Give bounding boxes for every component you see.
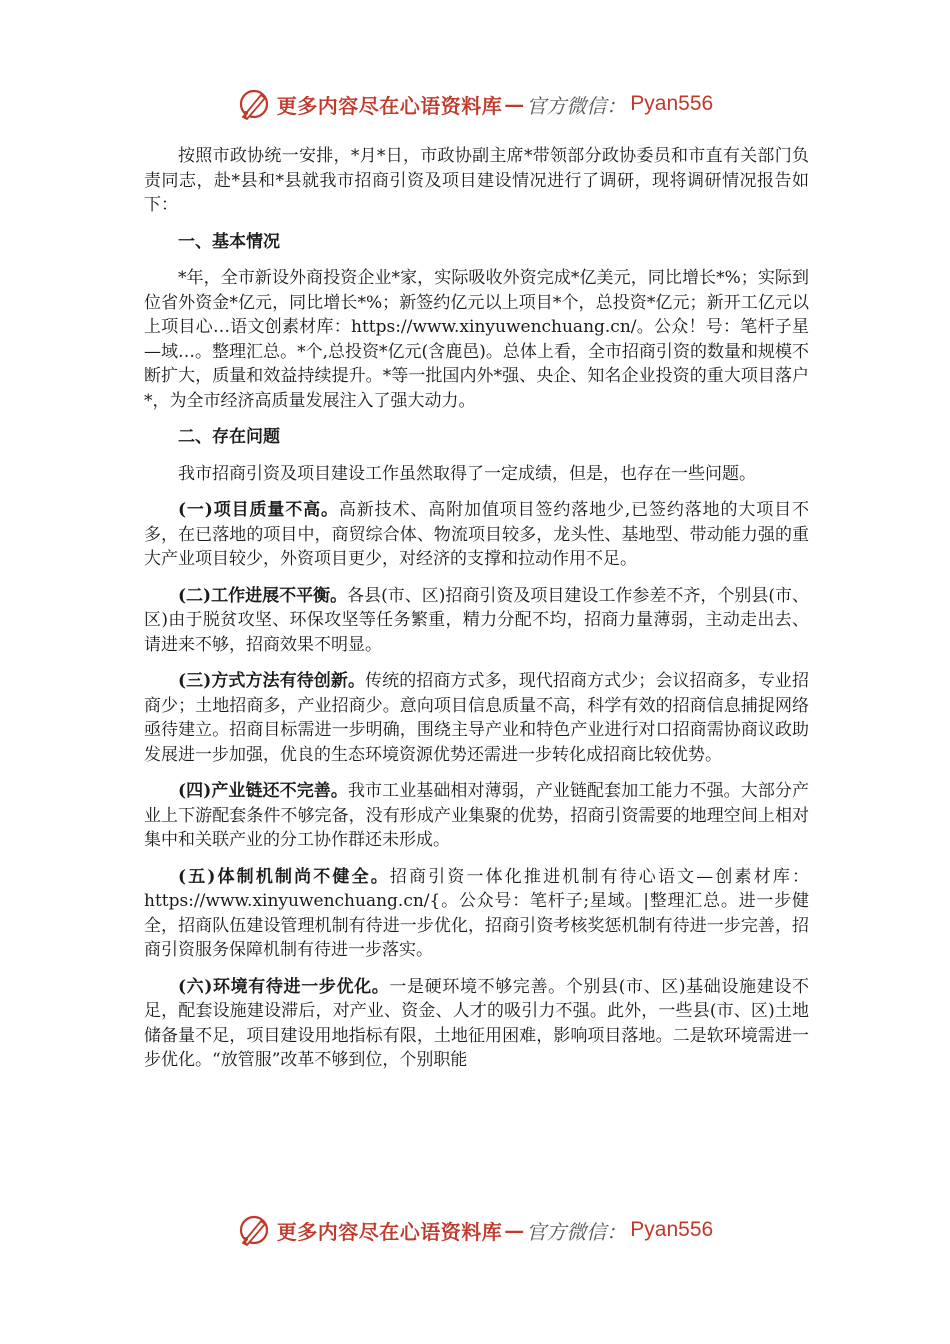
document-body (144, 144, 809, 1085)
problem-item-6 (144, 975, 809, 1073)
problem-item-5-title: (五)体制机制尚不健全。 (178, 866, 390, 887)
wechat-label: 官方微信： (526, 93, 627, 118)
banner-text: 更多内容尽在心语资料库 (276, 93, 503, 118)
problem-item-3-title: (三)方式方法有待创新。 (178, 671, 366, 691)
pen-logo-icon (237, 1213, 271, 1247)
banner-text: 更多内容尽在心语资料库 (276, 1219, 503, 1244)
wechat-id: Pyan556 (630, 1218, 714, 1241)
problem-item-3-body: 传统的招商方式多，现代招商方式少；会议招商多，专业招商少；土地招商多，产业招商少。意向项目信息质量不高，科学有效的招商信息捕捉网络亟待建立。招商目标需进一步明确，围绕主导产业和特色产业进行对口招商需协商议政助发展进一步加强，优良的生态环境资源优势还需进一步转化成招商比较优势。 (144, 671, 809, 765)
problem-item-2 (144, 584, 809, 658)
banner-separator: — (504, 1218, 525, 1242)
basic-situation-paragraph: *年，全市新设外商投资企业*家，实际吸收外资完成*亿美元，同比增长*%；实际到位省外资金*亿元，同比增长*%；新签约亿元以上项目*个，总投资*亿元；新开工亿元以上项目心…语文创素材库：https://www.xinyuwenchuang.cn/。公众！号：笔杆子星—域…。整理汇总。*个,总投资*亿元(含鹿邑)。总体上看，全市招商引资的数量和规模不断扩大，质量和效益持续提升。*等一批国内外*强、央企、知名企业投资的重大项目落户*，为全市经济高质量发展注入了强大动力。 (144, 268, 809, 411)
problem-item-1-title: (一)项目质量不高。 (178, 500, 339, 520)
problem-item-4-title: (四)产业链还不完善。 (178, 781, 348, 801)
section-heading-basic: 一、基本情况 (178, 231, 280, 252)
intro-paragraph: 按照市政协统一安排，*月*日，市政协副主席*带领部分政协委员和市直有关部门负责同志，赴*县和*县就我市招商引资及项目建设情况进行了调研，现将调研情况报告如下： (144, 146, 809, 215)
problem-item-4-body: 我市工业基础相对薄弱，产业链配套加工能力不强。大部分产业上下游配套条件不够完备，没有形成产业集聚的优势，招商引资需要的地理空间上相对集中和关联产业的分工协作群还未形成。 (144, 781, 809, 850)
wechat-label: 官方微信： (526, 1219, 627, 1244)
pen-logo-icon (237, 87, 271, 121)
problems-intro-paragraph: 我市招商引资及项目建设工作虽然取得了一定成绩，但是，也存在一些问题。 (178, 463, 756, 484)
problem-item-1-body: 高新技术、高附加值项目签约落地少,已签约落地的大项目不多，在已落地的项目中，商贸综合体、物流项目较多，龙头性、基地型、带动能力强的重大产业项目较少，外资项目更少，对经济的支撑和拉动作用不足。 (144, 500, 809, 569)
wechat-id: Pyan556 (630, 92, 714, 115)
problem-item-2-body: 各县(市、区)招商引资及项目建设工作参差不齐，个别县(市、区)由于脱贫攻坚、环保攻坚等任务繁重，精力分配不均，招商力量薄弱，主动走出去、请进来不够，招商效果不明显。 (144, 585, 809, 655)
header-banner (0, 82, 950, 126)
problem-item-1 (144, 498, 809, 572)
problem-item-5 (144, 865, 809, 963)
problem-item-3 (144, 669, 809, 767)
footer-banner (0, 1208, 950, 1252)
problem-item-5-body: 招商引资一体化推进机制有待心语文—创素材库：https://www.xinyuwenchuang.cn/{。公众号：笔杆子;星域。|整理汇总。进一步健全，招商队伍建设管理机制有待进一步优化，招商引资考核奖惩机制有待进一步完善，招商引资服务保障机制有待进一步落实。 (144, 866, 809, 960)
problem-item-6-body: 一是硬环境不够完善。个别县(市、区)基础设施建设不足，配套设施建设滞后，对产业、资金、人才的吸引力不强。此外，一些县(市、区)土地储备量不足，项目建设用地指标有限，土地征用困难，影响项目落地。二是软环境需进一步优化。“放管服”改革不够到位，个别职能 (144, 976, 810, 1070)
problem-item-4 (144, 779, 809, 853)
banner-separator: — (504, 92, 525, 116)
problem-item-2-title: (二)工作进展不平衡。 (178, 585, 348, 606)
problem-item-6-title: (六)环境有待进一步优化。 (178, 976, 390, 997)
section-heading-problems: 二、存在问题 (178, 427, 280, 447)
